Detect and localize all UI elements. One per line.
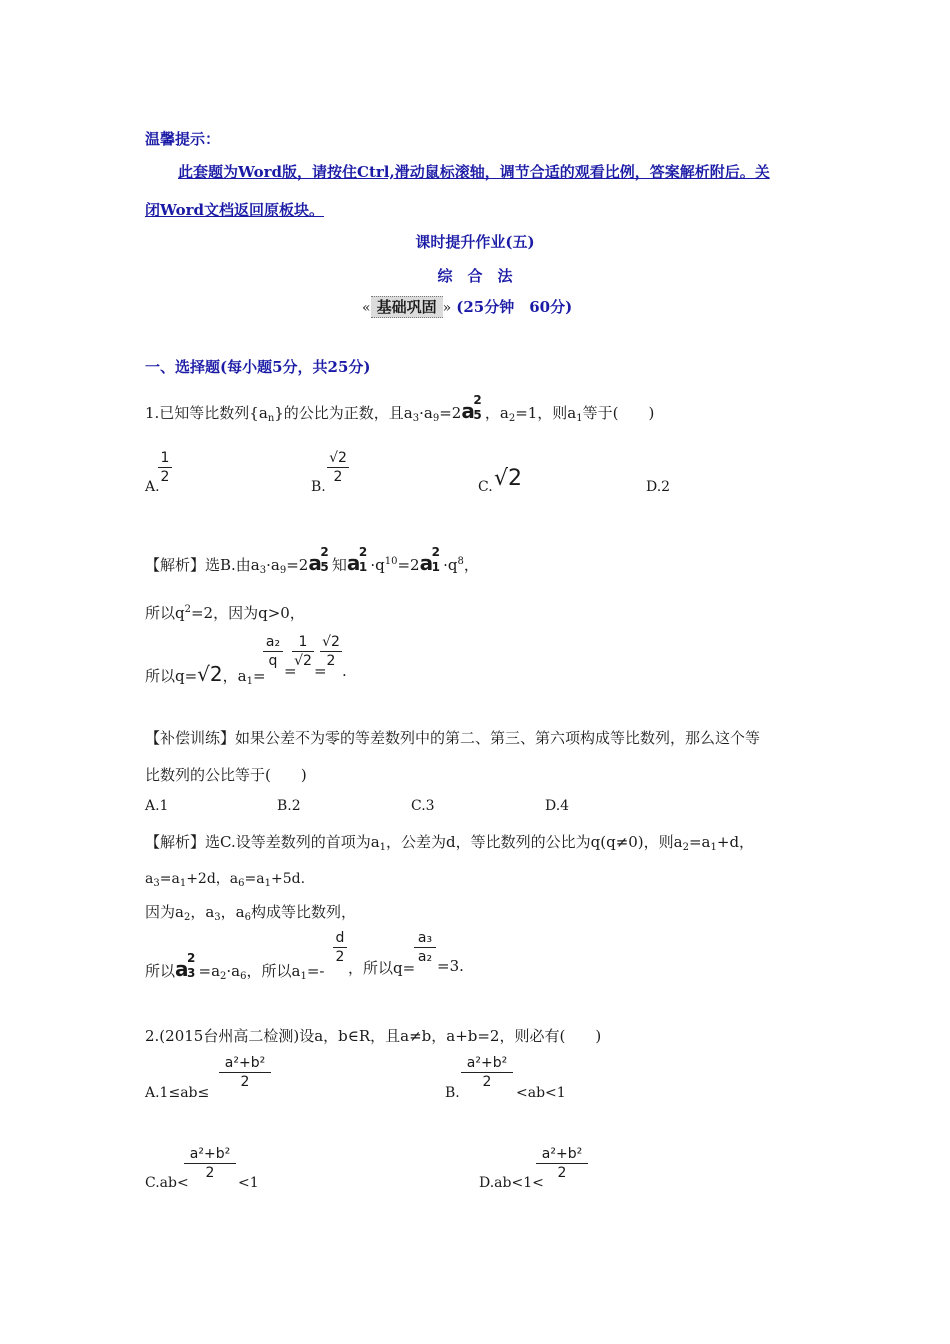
fraction-1-over-sqrt2: 1 √2 [292, 634, 314, 669]
q2-option-c-suffix: <1 [238, 1175, 259, 1191]
q1-option-d[interactable]: D.2 [646, 479, 671, 495]
banner-open: « [362, 300, 371, 316]
banner-close: » [442, 300, 452, 316]
supplement-option-a[interactable]: A.1 [145, 798, 169, 814]
q2-option-c[interactable]: C.ab< [145, 1175, 189, 1191]
fraction-a2-over-q: a₂ q [263, 634, 283, 669]
supplement-solution-line-1: 【解析】选C.设等差数列的首项为$a_1$，公差为d，等比数列的公比为q(q≠0)，则$a_2=a_1+d$， [145, 833, 755, 853]
q1-analysis-line-1: 【解析】选B.由$a_3\cdot a_9=2a$ 2 5 知a 2 1 $\cdot q^{10}=2a$ 2 1 $\cdot q^8$， [145, 545, 479, 576]
period: . [342, 662, 347, 680]
question-2-stem: 2.(2015台州高二检测)设a，b∈R，且a≠b，a+b=2，则必有( ) [145, 1027, 602, 1045]
fraction-sqrt2-over-2: √2 2 [320, 634, 342, 669]
q1-option-c[interactable]: C. [478, 479, 493, 495]
q1-option-b-fraction: √2 2 [327, 450, 349, 485]
q1-option-a-fraction: 1 2 [158, 450, 172, 485]
q1-option-a[interactable]: A. [145, 479, 160, 495]
q2-option-a[interactable]: A.1≤ab≤ [145, 1085, 210, 1101]
fraction-d-over-2: d 2 [333, 930, 347, 965]
fraction-a3-over-a2: a₃ a₂ [414, 930, 436, 965]
q1-option-b[interactable]: B. [311, 479, 326, 495]
q2-option-b[interactable]: B. [445, 1085, 460, 1101]
supplement-solution-line-3: 因为$a_2$，$a_3$，$a_6$构成等比数列， [145, 903, 356, 923]
supplement-solution-line-4c: =3. [437, 957, 464, 975]
supplement-line-2: 比数列的公比等于( ) [145, 766, 307, 784]
q2-option-d-fraction: a²+b² 2 [536, 1146, 588, 1181]
banner-label: 基础巩固 [371, 296, 443, 318]
notice-line-2[interactable]: 闭Word文档返回原板块。 [145, 201, 325, 219]
q2-option-d[interactable]: D.ab<1< [479, 1175, 544, 1191]
notice-line-1[interactable]: 此套题为Word版，请按住Ctrl,滑动鼠标滚轴，调节合适的观看比例，答案解析附后。关 [178, 163, 770, 181]
q1-analysis-line-3: 所以q=√2，$a_1=$ [145, 662, 266, 687]
q2-option-a-fraction: a²+b² 2 [219, 1055, 271, 1090]
page-subtitle: 综 合 法 [437, 267, 513, 285]
equals-sign: = [314, 662, 327, 680]
q1-option-c-sqrt: √2 [494, 466, 523, 491]
a5-squared: a 2 5 [308, 545, 329, 575]
time-score: (25分钟 60分) [456, 298, 573, 316]
a3-squared: a 2 3 [175, 951, 196, 981]
supplement-solution-line-2: $a_3=a_1+2d$，$a_6=a_1+5d$. [145, 871, 306, 889]
q2-option-c-fraction: a²+b² 2 [184, 1146, 236, 1181]
supplement-line-1: 【补偿训练】如果公差不为零的等差数列中的第二、第三、第六项构成等比数列，那么这个等 [145, 729, 761, 747]
supplement-solution-line-4: 所以a 2 3 $=a_2\cdot a_6$，所以$a_1=-$ [145, 951, 325, 982]
supplement-option-b[interactable]: B.2 [277, 798, 301, 814]
section-banner [362, 296, 572, 317]
a1-squared: a 2 1 [346, 545, 368, 575]
section-heading: 一、选择题(每小题5分，共25分) [145, 358, 371, 376]
supplement-option-c[interactable]: C.3 [411, 798, 435, 814]
supplement-solution-line-4b: ，所以q= [348, 959, 416, 977]
a5-squared: a 2 5 [461, 393, 482, 423]
notice-title: 温馨提示： [145, 130, 221, 148]
a1-squared: a 2 1 [419, 545, 440, 575]
q2-option-b-fraction: a²+b² 2 [461, 1055, 513, 1090]
supplement-option-d[interactable]: D.4 [545, 798, 570, 814]
equals-sign: = [284, 662, 297, 680]
page-title: 课时提升作业(五) [415, 233, 535, 251]
q1-analysis-line-2: 所以$q^2=2$，因为q>0， [145, 604, 305, 622]
question-1-stem: 1.已知等比数列$\{a_n\}$的公比为正数，且$a_3\cdot a_9=2a$ 2 5 ，$a_2=1$，则$a_1$等于( ) [145, 393, 655, 424]
q2-option-b-suffix: <ab<1 [516, 1085, 566, 1101]
